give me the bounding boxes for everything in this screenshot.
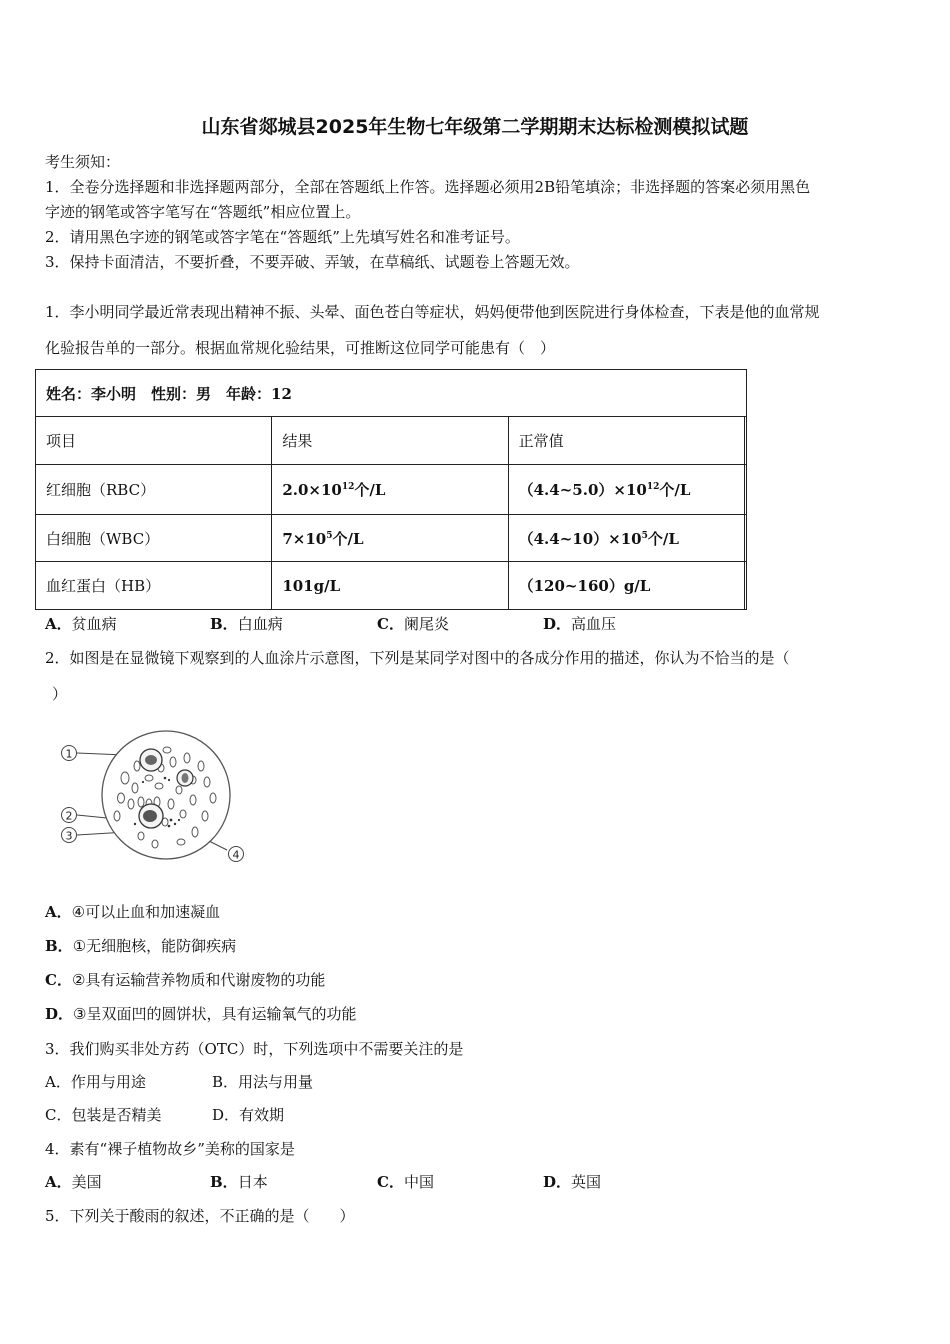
q4-option-d[interactable]: D．英国 — [543, 1173, 602, 1191]
col-result-header: 结果 — [272, 417, 508, 465]
table-spacer-cell — [744, 417, 746, 465]
q2-stem-a: 2．如图是在显微镜下观察到的人血涂片示意图，下列是某同学对图中的各成分作用的描述，你认为不恰当的是（ — [45, 649, 790, 667]
q3-option-a[interactable]: A．作用与用途 — [45, 1073, 146, 1091]
q4-option-b[interactable]: B．日本 — [210, 1173, 268, 1191]
q1-stem-b: 化验报告单的一部分。根据血常规化验结果，可推断这位同学可能患有（ ） — [45, 339, 556, 357]
notice-heading: 考生须知： — [45, 153, 121, 171]
row-normal: $(4.4\sim 10)\times 10^5$个/L — [508, 515, 744, 562]
row-normal: $(4.4\sim 5.0)\times 10^{12}$个/L — [508, 465, 744, 515]
label-4: 4 — [232, 848, 240, 862]
label-3: 3 — [65, 829, 73, 843]
q1-option-a[interactable]: A．贫血病 — [45, 615, 117, 633]
q1-option-b[interactable]: B．白血病 — [210, 615, 283, 633]
table-spacer-cell — [744, 562, 746, 610]
notice-line-1a: 1．全卷分选择题和非选择题两部分，全部在答题纸上作答。选择题必须用2B铅笔填涂；非选择题的答案必须用黑色 — [45, 178, 811, 196]
label-2: 2 — [65, 809, 73, 823]
table-spacer-cell — [744, 515, 746, 562]
q2-option-b[interactable]: B．①无细胞核，能防御疾病 — [45, 937, 237, 955]
q5-stem: 5．下列关于酸雨的叙述，不正确的是（ ） — [45, 1207, 355, 1225]
table-spacer-cell — [744, 465, 746, 515]
row-result: $2.0\times 10^{12}$个/L — [272, 465, 508, 515]
col-normal-header: 正常值 — [508, 417, 744, 465]
q4-option-a[interactable]: A．美国 — [45, 1173, 102, 1191]
col-item-header: 项目 — [36, 417, 272, 465]
notice-line-2: 2．请用黑色字迹的钢笔或答字笔在“答题纸”上先填写姓名和准考证号。 — [45, 228, 520, 246]
q2-stem-b: ） — [52, 685, 68, 703]
page-title: 山东省郯城县2025年生物七年级第二学期期末达标检测模拟试题 — [201, 116, 749, 138]
q4-stem: 4．素有“裸子植物故乡”美称的国家是 — [45, 1140, 295, 1158]
q1-stem-a: 1．李小明同学最近常表现出精神不振、头晕、面色苍白等症状，妈妈便带他到医院进行身体检查，下表是他的血常规 — [45, 303, 820, 321]
q2-option-c[interactable]: C．②具有运输营养物质和代谢废物的功能 — [45, 971, 326, 989]
table-header-info: 姓名：李小明 性别：男 年龄：12 — [36, 370, 747, 417]
q2-option-a[interactable]: A．④可以止血和加速凝血 — [45, 903, 221, 921]
table-row — [36, 465, 747, 515]
notice-line-3: 3．保持卡面清洁，不要折叠，不要弄破、弄皱，在草稿纸、试题卷上答题无效。 — [45, 253, 580, 271]
row-item: 白细胞（WBC） — [36, 515, 272, 562]
table-row — [36, 562, 747, 610]
row-normal: （120~160）g/L — [508, 562, 744, 610]
row-item: 红细胞（RBC） — [36, 465, 272, 515]
q4-option-c[interactable]: C．中国 — [377, 1173, 434, 1191]
q2-option-d[interactable]: D．③呈双面凹的圆饼状，具有运输氧气的功能 — [45, 1005, 357, 1023]
notice-line-1b: 字迹的钢笔或答字笔写在“答题纸”相应位置上。 — [45, 203, 361, 221]
table-row — [36, 515, 747, 562]
row-result: $7\times 10^5$个/L — [272, 515, 508, 562]
row-item: 血红蛋白（HB） — [36, 562, 272, 610]
blood-test-table — [35, 369, 747, 610]
row-result: 101g/L — [272, 562, 508, 610]
q3-option-d[interactable]: D．有效期 — [212, 1106, 285, 1124]
q3-option-b[interactable]: B．用法与用量 — [212, 1073, 314, 1091]
q1-option-d[interactable]: D．高血压 — [543, 615, 617, 633]
q3-option-c[interactable]: C．包装是否精美 — [45, 1106, 162, 1124]
label-1: 1 — [65, 747, 73, 761]
q1-option-c[interactable]: C．阑尾炎 — [377, 615, 449, 633]
q3-stem: 3．我们购买非处方药（OTC）时，下列选项中不需要关注的是 — [45, 1040, 464, 1058]
blood-smear-diagram — [55, 720, 255, 870]
